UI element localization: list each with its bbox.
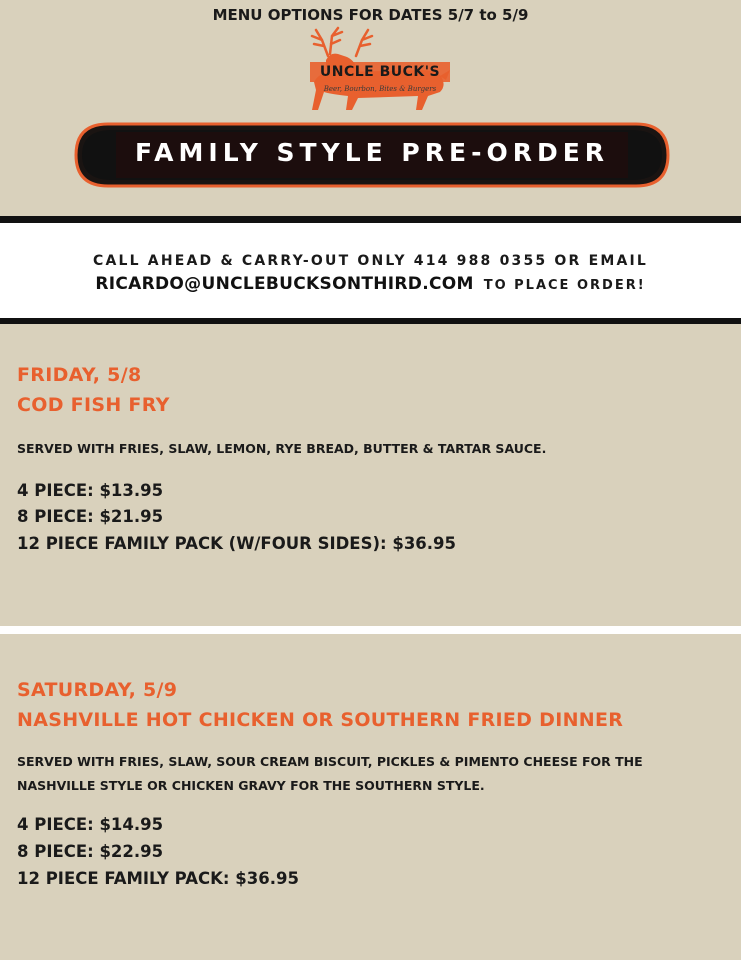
logo-tagline: Beer, Bourbon, Bites & Burgers [323,85,437,93]
price-line: 12 PIECE FAMILY PACK: $36.95 [17,869,299,888]
email-link[interactable]: RICARDO@UNCLEBUCKSONTHIRD.COM [95,274,474,294]
logo [300,26,460,112]
dates-line: MENU OPTIONS FOR DATES 5/7 to 5/9 [212,6,529,24]
menu-section-friday [0,324,741,626]
section-description-line: SERVED WITH FRIES, SLAW, SOUR CREAM BISCUIT, PICKLES & PIMENTO CHEESE FOR THE [17,754,643,769]
section-description: SERVED WITH FRIES, SLAW, LEMON, RYE BREAD, BUTTER & TARTAR SAUCE. [17,441,547,456]
logo-name: UNCLE BUCK'S [319,64,441,80]
section-day: SATURDAY, 5/9 [17,679,178,701]
contact-suffix: TO PLACE ORDER! [483,278,646,293]
contact-email-line [0,274,741,294]
menu-section-saturday [0,634,741,960]
divider [0,216,741,223]
header [0,0,741,216]
contact-band [0,223,741,318]
price-line: 12 PIECE FAMILY PACK (W/FOUR SIDES): $36.95 [17,534,457,553]
price-line: 8 PIECE: $22.95 [17,842,164,861]
price-line: 4 PIECE: $13.95 [17,481,164,500]
price-line: 8 PIECE: $21.95 [17,507,164,526]
section-day: FRIDAY, 5/8 [17,364,142,386]
price-line: 4 PIECE: $14.95 [17,815,164,834]
section-dish: NASHVILLE HOT CHICKEN OR SOUTHERN FRIED DINNER [17,709,624,731]
divider [0,626,741,634]
section-description-line: NASHVILLE STYLE OR CHICKEN GRAVY FOR THE SOUTHERN STYLE. [17,778,485,793]
banner-title: FAMILY STYLE PRE-ORDER [134,138,610,167]
contact-line: CALL AHEAD & CARRY-OUT ONLY 414 988 0355 OR EMAIL [92,253,649,269]
section-dish: COD FISH FRY [17,394,170,416]
title-banner [74,122,670,188]
